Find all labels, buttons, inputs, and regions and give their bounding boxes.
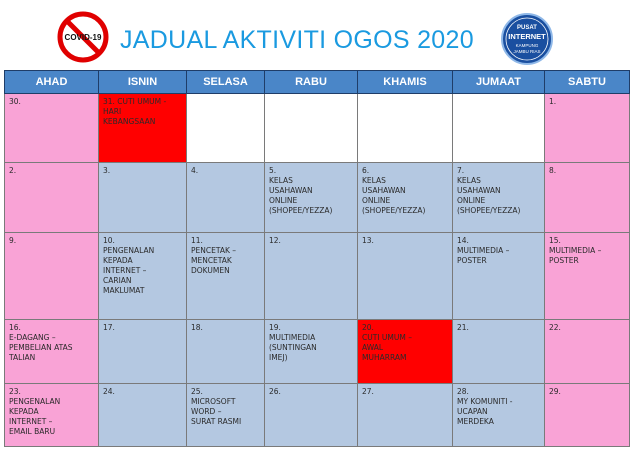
week-row <box>5 233 630 320</box>
day-cell <box>453 320 545 384</box>
day-cell <box>99 94 187 163</box>
day-cell <box>5 94 99 163</box>
day-cell <box>5 384 99 447</box>
day-cell <box>187 233 265 320</box>
day-cell <box>265 94 358 163</box>
covid-logo-text: COVID-19 <box>64 33 102 42</box>
day-cell <box>265 163 358 233</box>
day-cell-text: 20. CUTI UMUM – AWAL MUHARRAM <box>362 323 412 362</box>
day-cell <box>5 233 99 320</box>
day-header-sabtu: SABTU <box>545 71 630 94</box>
week-row <box>5 384 630 447</box>
day-cell-text: 19. MULTIMEDIA (SUNTINGAN IMEJ) <box>269 323 317 362</box>
day-cell-text: 5. KELAS USAHAWAN ONLINE (SHOPEE/YEZZA) <box>269 166 333 215</box>
day-cell-text: 23. PENGENALAN KEPADA INTERNET – EMAIL BARU <box>9 387 61 436</box>
day-header-ahad: AHAD <box>5 71 99 94</box>
day-cell-text: 2. <box>9 166 17 175</box>
day-cell-text: 8. <box>549 166 557 175</box>
page-title: JADUAL AKTIVITI OGOS 2020 <box>120 26 474 54</box>
day-cell-text: 25. MICROSOFT WORD – SURAT RASMI <box>191 387 242 426</box>
day-cell-text: 17. <box>103 323 115 332</box>
day-cell-text: 16. E-DAGANG – PEMBELIAN ATAS TALIAN <box>9 323 73 362</box>
day-cell <box>99 163 187 233</box>
day-cell-text: 6. KELAS USAHAWAN ONLINE (SHOPEE/YEZZA) <box>362 166 426 215</box>
day-cell-text: 15. MULTIMEDIA – POSTER <box>549 236 602 265</box>
covid-prohibited-icon <box>56 10 110 64</box>
day-cell-text: 31. CUTI UMUM - HARI KEBANGSAAN <box>103 97 167 126</box>
day-cell-text: 7. KELAS USAHAWAN ONLINE (SHOPEE/YEZZA) <box>457 166 521 215</box>
day-cell-text: 10. PENGENALAN KEPADA INTERNET – CARIAN MAKLUMAT <box>103 236 155 295</box>
day-cell-text: 18. <box>191 323 203 332</box>
day-cell <box>358 163 453 233</box>
day-cell <box>265 320 358 384</box>
day-cell <box>99 384 187 447</box>
day-header-jumaat: JUMAAT <box>453 71 545 94</box>
day-cell-text: 4. <box>191 166 199 175</box>
day-cell <box>545 233 630 320</box>
day-cell-text: 29. <box>549 387 561 396</box>
day-cell <box>358 384 453 447</box>
day-cell <box>358 94 453 163</box>
day-header-khamis: KHAMIS <box>358 71 453 94</box>
day-cell-text: 24. <box>103 387 115 396</box>
day-cell-text: 12. <box>269 236 281 245</box>
day-cell-text: 1. <box>549 97 557 106</box>
day-cell-text: 11. PENCETAK – MENCETAK DOKUMEN <box>191 236 237 275</box>
pusat-logo-sub2: JAMBU RIAS <box>513 49 541 54</box>
day-cell <box>453 233 545 320</box>
day-cell <box>187 94 265 163</box>
day-cell-text: 30. <box>9 97 21 106</box>
day-cell-text: 28. MY KOMUNITI - UCAPAN MERDEKA <box>457 387 513 426</box>
calendar-table <box>4 70 630 447</box>
day-header-rabu: RABU <box>265 71 358 94</box>
week-row <box>5 94 630 163</box>
day-cell <box>358 320 453 384</box>
day-cell-text: 27. <box>362 387 374 396</box>
day-header-selasa: SELASA <box>187 71 265 94</box>
pusat-internet-logo <box>500 12 554 66</box>
day-cell <box>99 320 187 384</box>
day-cell-text: 9. <box>9 236 17 245</box>
day-cell <box>358 233 453 320</box>
week-row <box>5 163 630 233</box>
header <box>0 0 632 68</box>
day-cell <box>187 384 265 447</box>
day-cell <box>453 384 545 447</box>
day-cell-text: 3. <box>103 166 111 175</box>
day-cell-text: 26. <box>269 387 281 396</box>
day-cell <box>545 94 630 163</box>
pusat-logo-sub1: KAMPUNG <box>515 43 539 48</box>
day-cell <box>187 163 265 233</box>
day-cell <box>545 163 630 233</box>
day-cell <box>265 384 358 447</box>
day-cell <box>5 320 99 384</box>
day-cell-text: 13. <box>362 236 374 245</box>
day-cell-text: 14. MULTIMEDIA – POSTER <box>457 236 510 265</box>
day-header-isnin: ISNIN <box>99 71 187 94</box>
weekday-header-row <box>5 71 630 94</box>
pusat-logo-top: PUSAT <box>517 25 537 31</box>
day-cell <box>265 233 358 320</box>
day-cell <box>453 163 545 233</box>
pusat-logo-main: INTERNET <box>508 32 546 41</box>
day-cell <box>187 320 265 384</box>
day-cell <box>99 233 187 320</box>
day-cell <box>545 320 630 384</box>
week-row <box>5 320 630 384</box>
day-cell <box>545 384 630 447</box>
day-cell <box>5 163 99 233</box>
day-cell-text: 21. <box>457 323 469 332</box>
day-cell-text: 22. <box>549 323 561 332</box>
day-cell <box>453 94 545 163</box>
